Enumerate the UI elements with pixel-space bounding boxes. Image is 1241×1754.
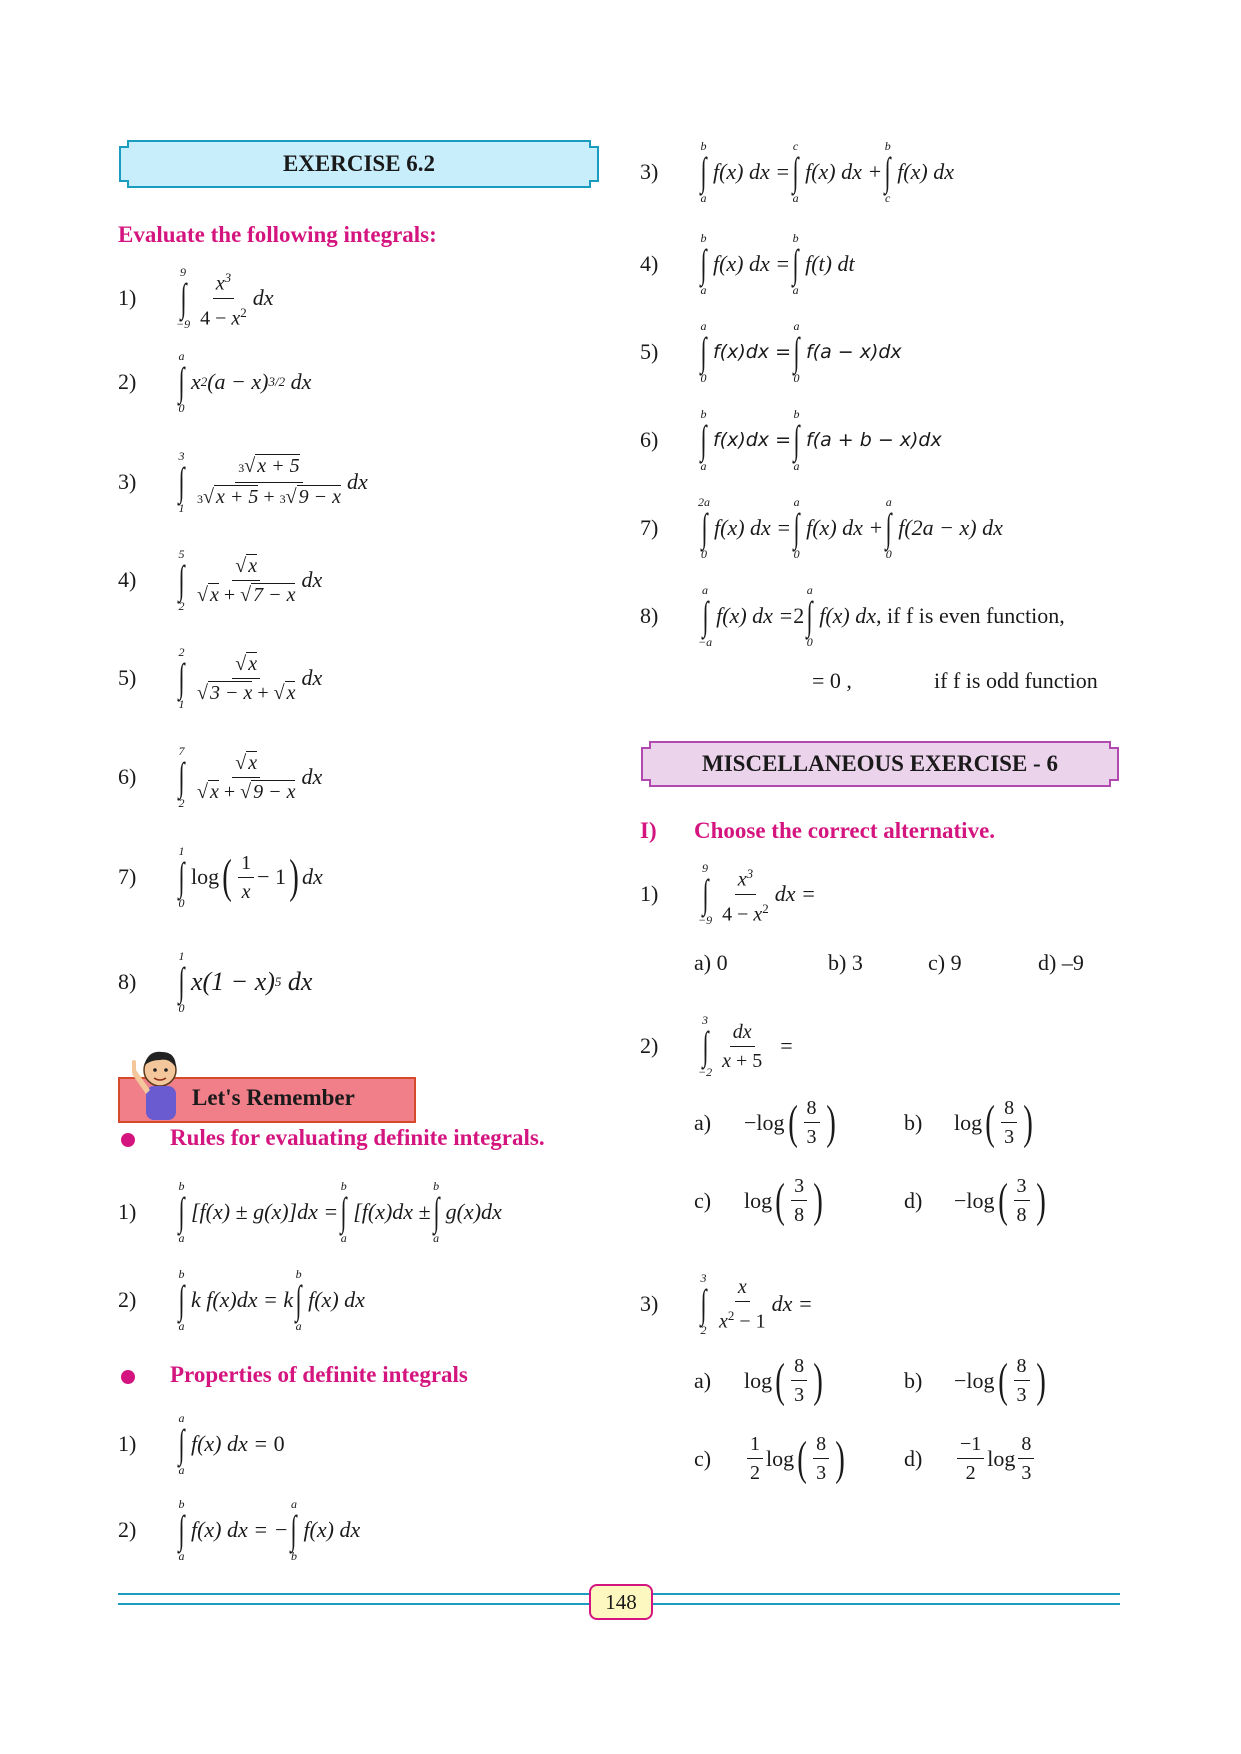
misc-section-heading: Choose the correct alternative.: [694, 818, 996, 843]
property-number: 5): [640, 339, 659, 364]
property-7: 7) 2a ∫ 0 f(x) dx = a ∫ 0 f(x) dx + a ∫ 0 f(2a − x) dx: [640, 495, 1003, 561]
misc-q1: 1) 9 ∫ −9 $\frac{x^3}{4 - x^2}$ dx =: [640, 861, 816, 928]
rule-2: 2) b ∫ a k f(x)dx = k b ∫ a f(x) dx: [118, 1267, 365, 1333]
option-label: a): [694, 1367, 712, 1393]
property-8-odd-condition: if f is odd function: [934, 668, 1098, 693]
misc-q2-option-d[interactable]: d) −log ( $\frac{3}{8}$ ): [904, 1173, 1046, 1227]
integral-sign: 2 ∫ 1: [178, 645, 185, 711]
q-number: 1): [118, 285, 137, 311]
integral-sign: 9 ∫ −9: [176, 265, 191, 332]
q-number: 1): [640, 881, 659, 907]
exercise-q1: 1) 9 ∫ −9 $\frac{x^3}{4 - x^2}$ dx: [118, 265, 274, 332]
property-number: 1): [118, 1431, 137, 1456]
fraction: $\frac{3√ x + 5}{3√ x + 5 + 3√ 9 - x}$: [196, 454, 341, 508]
integral-sign: a ∫ 0: [793, 319, 800, 385]
misc-q2-option-c[interactable]: c) log ( $\frac{3}{8}$ ): [694, 1173, 823, 1227]
integral-sign: a ∫ 0: [793, 495, 800, 561]
integral-sign: a ∫ b: [290, 1497, 297, 1563]
q-number: 2): [640, 1033, 659, 1058]
exercise-title: EXERCISE 6.2: [282, 151, 436, 176]
q-number: 2): [118, 369, 137, 394]
misc-q3: 3) 3 ∫ 2 $\frac{x}{x^2 - 1}$ dx =: [640, 1271, 813, 1337]
integral-sign: b ∫ a: [700, 231, 707, 297]
misc-q2-option-b[interactable]: b) log ( $\frac{8}{3}$ ): [904, 1095, 1033, 1149]
property-1: 1) a ∫ a f(x) dx = 0: [118, 1411, 285, 1477]
property-number: 7): [640, 515, 659, 540]
option-label: d): [904, 1187, 923, 1213]
misc-q1-option-b[interactable]: b) 3: [828, 950, 863, 975]
integral-sign: a ∫ 0: [885, 495, 892, 561]
exercise-q2: 2) a ∫ 0 x 2 (a − x) 3/2 dx: [118, 349, 312, 415]
property-5: 5) a ∫ 0 f(x)dx = a ∫ 0 f(a − x)dx: [640, 319, 902, 385]
misc-q1-option-a[interactable]: a) 0: [694, 950, 728, 975]
misc-q2-option-a[interactable]: a) −log ( $\frac{8}{3}$ ): [694, 1095, 836, 1149]
q-number: 5): [118, 665, 137, 690]
fraction: $\frac{√ x}{√ 3 - x + √ x}$: [196, 652, 296, 704]
exercise-q5: 5) 2 ∫ 1 $\frac{√ x}{√ 3 - x + √ x}$ dx: [118, 645, 323, 711]
property-number: 2): [118, 1517, 137, 1542]
misc-banner: [640, 740, 1120, 788]
integral-sign: 3 ∫ 1: [178, 449, 185, 515]
exercise-q4: 4) 5 ∫ 2 $\frac{√ x}{√ x + √ 7 - x}$ dx: [118, 547, 323, 613]
integral-sign: a ∫ 0: [178, 349, 185, 415]
integral-sign: b ∫ a: [700, 139, 707, 205]
exercise-q6: 6) 7 ∫ 2 $\frac{√ x}{√ x + √ 9 - x}$ dx: [118, 744, 323, 810]
option-label: b): [904, 1367, 923, 1393]
exercise-q3: 3) 3 ∫ 1 $\frac{3√ x + 5}{3√ x + 5 + 3√ 9 - x}$ dx: [118, 449, 368, 515]
misc-q3-option-b[interactable]: b) −log ( $\frac{8}{3}$ ): [904, 1353, 1046, 1407]
integral-sign: 5 ∫ 2: [178, 547, 185, 613]
integral-sign: b ∫ a: [792, 231, 799, 297]
q-number: 4): [118, 567, 137, 592]
rule-number: 2): [118, 1287, 137, 1312]
option-label: b): [904, 1109, 923, 1135]
q-number: 3): [118, 469, 137, 494]
integral-sign: a ∫ −a: [698, 583, 713, 649]
integral-sign: 9 ∫ −9: [698, 861, 713, 928]
misc-section-number: I): [640, 818, 657, 843]
property-3: 3) b ∫ a f(x) dx = c ∫ a f(x) dx + b ∫ c f(x) dx: [640, 139, 954, 205]
fraction: $\frac{√ x}{√ x + √ 9 - x}$: [196, 751, 296, 803]
misc-q3-option-d[interactable]: d) $\frac{-1}{2}$ log $\frac{8}{3}$: [904, 1432, 1037, 1485]
fraction: $\frac{√ x}{√ x + √ 7 - x}$: [196, 554, 296, 606]
fraction: $\frac{x^3}{4 - x^2}$: [197, 266, 250, 330]
page-number: 148: [589, 1584, 653, 1620]
bullet-icon: [121, 1370, 135, 1384]
bullet-icon: [121, 1133, 135, 1147]
remember-properties-heading: Properties of definite integrals: [170, 1362, 468, 1387]
integral-sign: 1 ∫ 0: [178, 949, 185, 1015]
misc-q1-option-d[interactable]: d) –9: [1038, 950, 1084, 975]
fraction: $\frac{x}{x^2 - 1}$: [718, 1275, 766, 1333]
property-number: 6): [640, 427, 659, 452]
exercise-q7: 7) 1 ∫ 0 log ( $\frac{1}{x}$ − 1 ) dx: [118, 844, 323, 910]
integral-sign: b ∫ a: [700, 407, 707, 473]
fraction: $\frac{1}{x}$: [238, 851, 254, 904]
integral-sign: a ∫ 0: [700, 319, 707, 385]
rule-number: 1): [118, 1199, 137, 1224]
misc-title: MISCELLANEOUS EXERCISE - 6: [702, 751, 1058, 776]
integral-sign: 1 ∫ 0: [178, 844, 185, 910]
integral-sign: 7 ∫ 2: [178, 744, 185, 810]
rule-1: 1) b ∫ a [f(x) ± g(x)]dx = b ∫ a [f(x)dx ± b ∫ a g(x)dx: [118, 1179, 502, 1245]
integral-sign: b ∫ a: [793, 407, 800, 473]
integral-sign: a ∫ 0: [806, 583, 813, 649]
misc-q3-option-a[interactable]: a) log ( $\frac{8}{3}$ ): [694, 1353, 823, 1407]
option-label: c): [694, 1445, 712, 1471]
property-8-condition-even: , if f is even function,: [876, 603, 1065, 628]
q-number: 8): [118, 969, 137, 994]
q-number: 3): [640, 1291, 659, 1316]
fraction: $\frac{dx}{x + 5}$: [722, 1020, 763, 1072]
remember-rules-heading: Rules for evaluating definite integrals.: [170, 1125, 545, 1150]
integral-sign: b ∫ a: [340, 1179, 347, 1245]
integral-sign: 3 ∫ 2: [700, 1271, 707, 1337]
property-8-odd-value: = 0 ,: [812, 668, 852, 693]
option-label: c): [694, 1187, 712, 1213]
exercise-q8: 8) 1 ∫ 0 x(1 − x) 5 dx: [118, 949, 313, 1015]
integral-sign: b ∫ a: [178, 1267, 185, 1333]
exercise-banner: [118, 139, 600, 189]
student-mascot-icon: [126, 1046, 186, 1122]
option-label: a): [694, 1109, 712, 1135]
exercise-instruction: Evaluate the following integrals:: [118, 222, 437, 247]
option-label: d): [904, 1445, 923, 1471]
property-6: 6) b ∫ a f(x)dx = b ∫ a f(a + b − x)dx: [640, 407, 942, 473]
misc-q1-option-c[interactable]: c) 9: [928, 950, 962, 975]
integral-sign: b ∫ c: [884, 139, 891, 205]
property-4: 4) b ∫ a f(x) dx = b ∫ a f(t) dt: [640, 231, 855, 297]
integral-sign: b ∫ a: [178, 1497, 185, 1563]
property-number: 4): [640, 251, 659, 276]
remember-label: Let's Remember: [192, 1085, 355, 1110]
q-number: 6): [118, 764, 137, 789]
q-number: 7): [118, 864, 137, 889]
property-8: 8) a ∫ −a f(x) dx = 2 a ∫ 0 f(x) dx , if f is even function,: [640, 583, 1065, 649]
integral-sign: a ∫ a: [178, 1411, 185, 1477]
property-number: 8): [640, 603, 659, 628]
fraction: $\frac{x^3}{4 - x^2}$: [719, 862, 772, 926]
integral-sign: 2a ∫ 0: [698, 495, 710, 561]
property-2: 2) b ∫ a f(x) dx = − a ∫ b f(x) dx: [118, 1497, 361, 1563]
integral-sign: 3 ∫ −2: [698, 1013, 713, 1079]
misc-q2: 2) 3 ∫ −2 $\frac{dx}{x + 5}$ =: [640, 1013, 793, 1079]
misc-q3-option-c[interactable]: c) $\frac{1}{2}$ log ( $\frac{8}{3}$ ): [694, 1431, 845, 1485]
integral-sign: c ∫ a: [792, 139, 799, 205]
property-number: 3): [640, 159, 659, 184]
integral-sign: b ∫ a: [295, 1267, 302, 1333]
integral-sign: b ∫ a: [178, 1179, 185, 1245]
integral-sign: b ∫ a: [433, 1179, 440, 1245]
